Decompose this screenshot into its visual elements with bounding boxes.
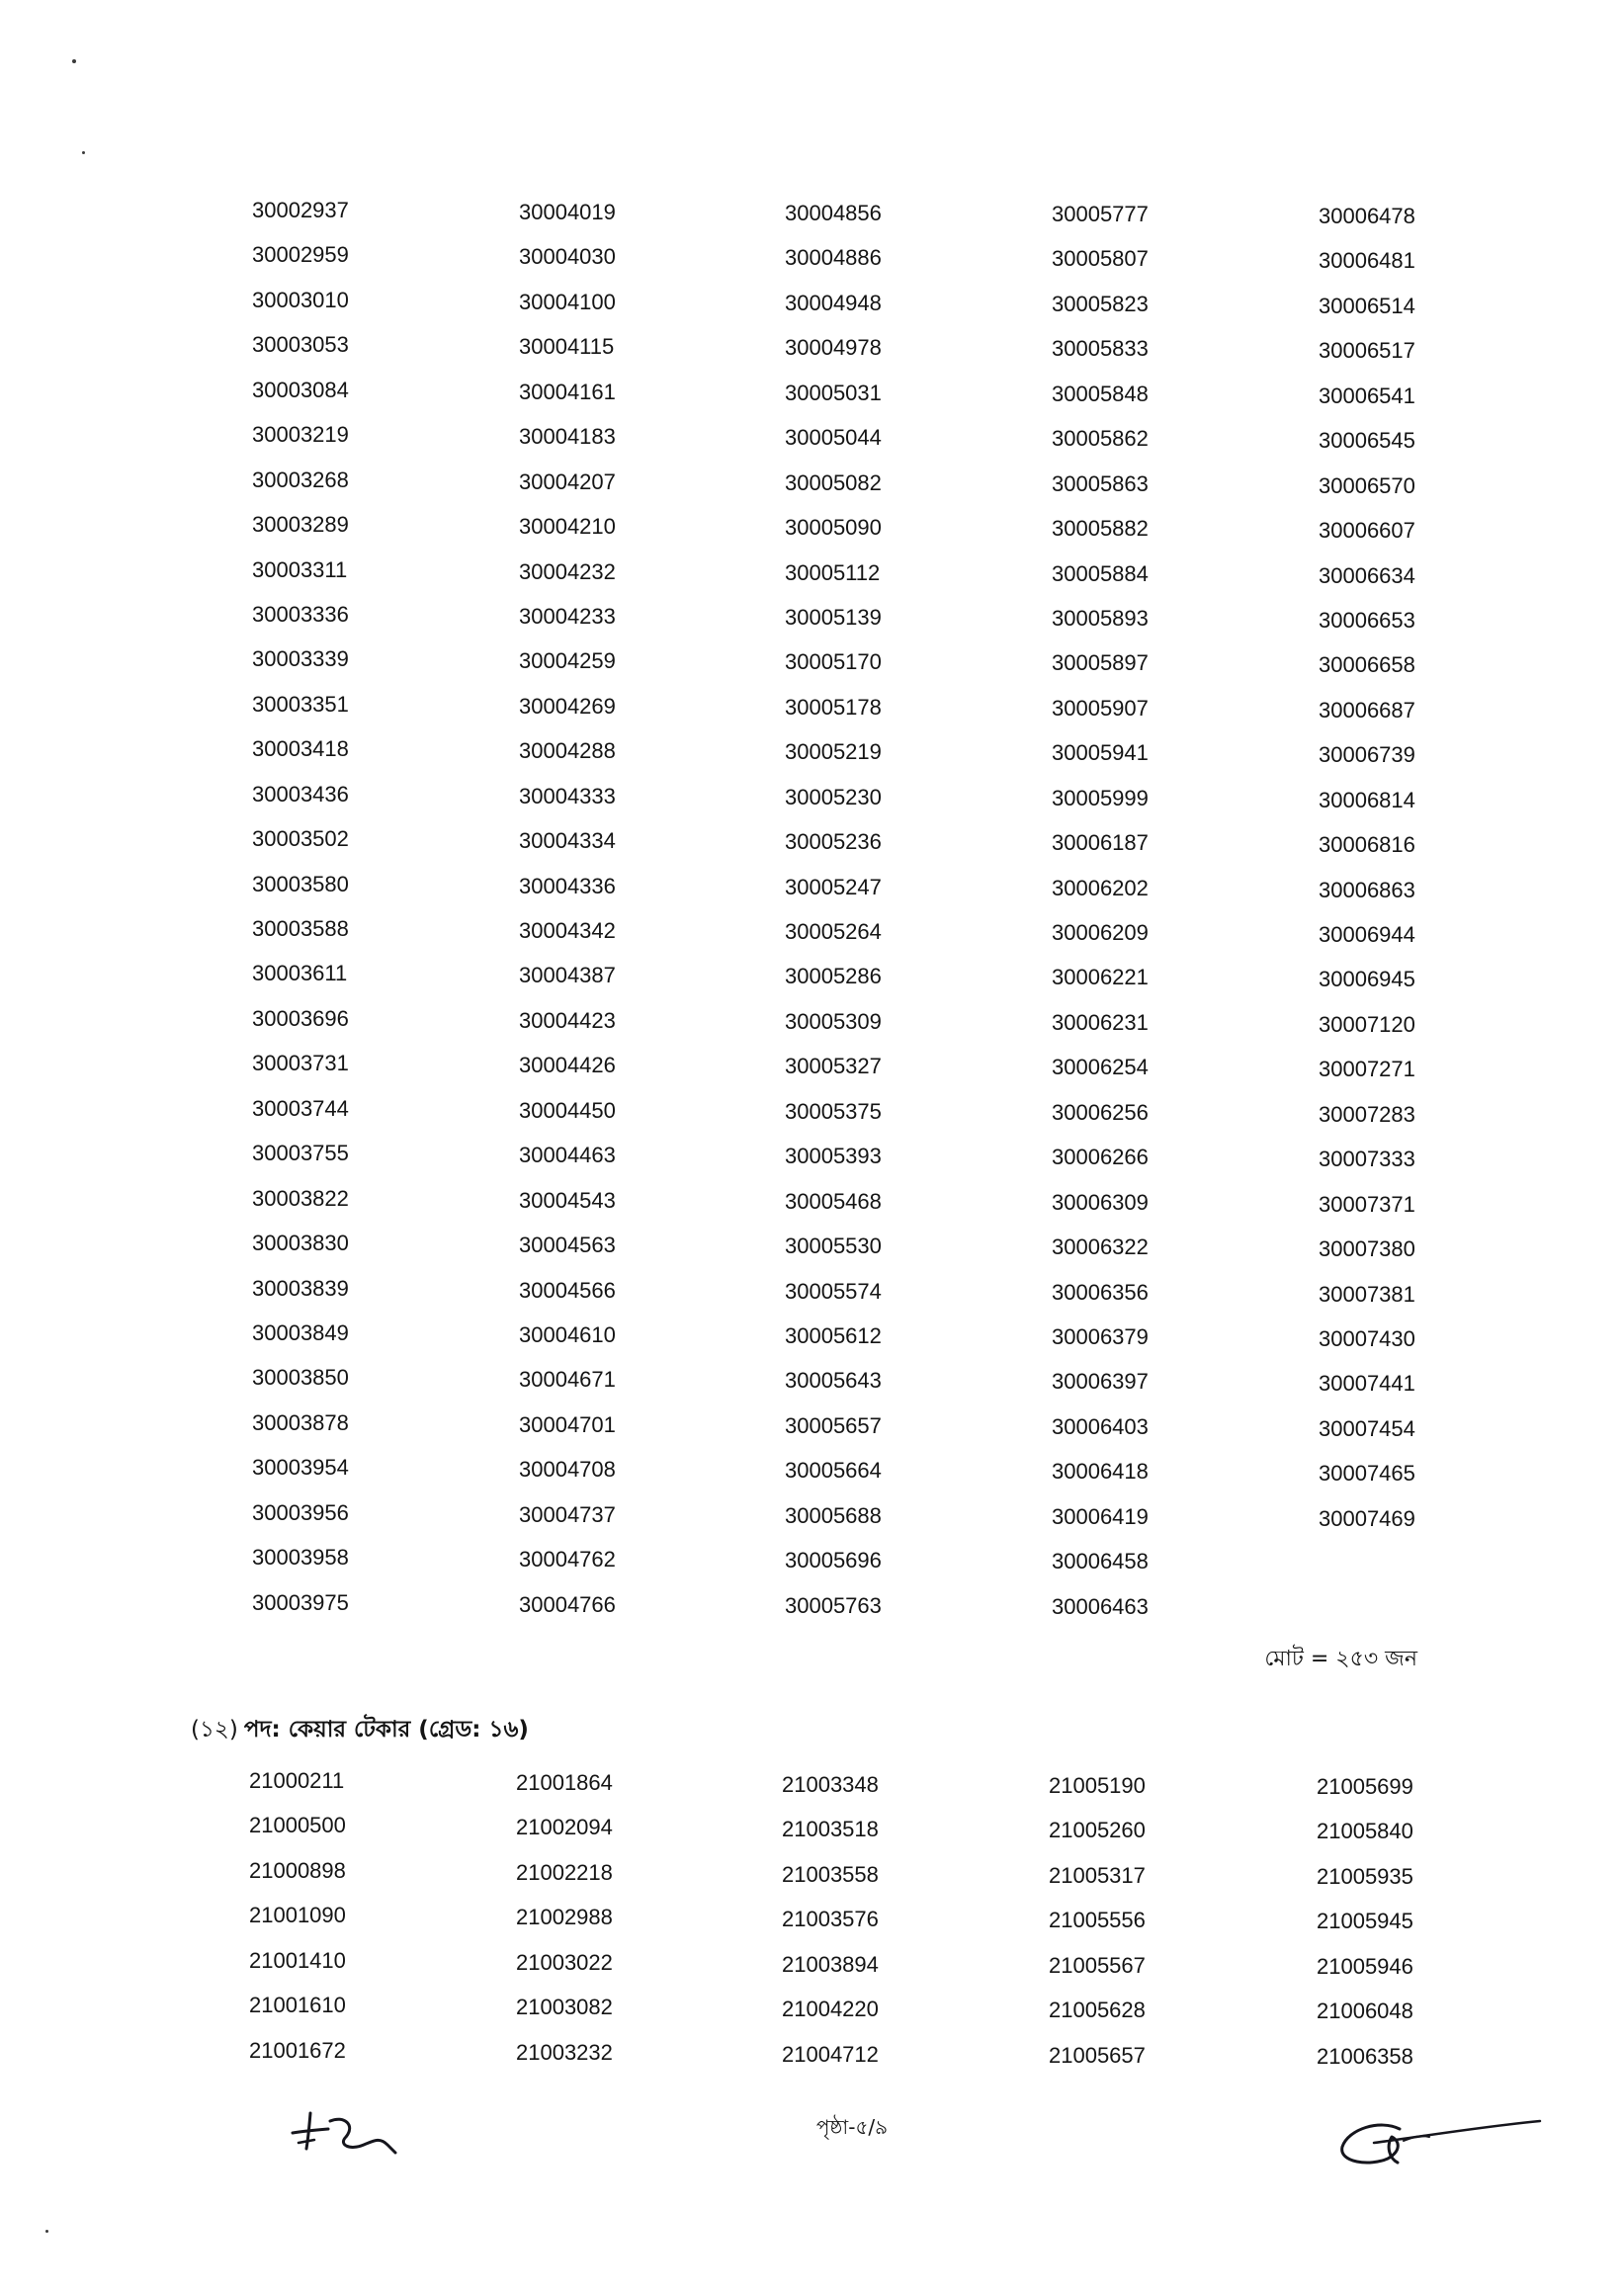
roll-number: 30005893 [1052,605,1149,631]
roll-number: 30003010 [252,287,349,312]
roll-number: 30005170 [785,649,882,675]
roll-number: 30005286 [785,964,882,989]
roll-number: 30004856 [785,201,882,225]
roll-number: 30003830 [252,1231,349,1256]
roll-number: 21003894 [782,1951,879,1977]
roll-number: 21003518 [782,1817,879,1842]
roll-number: 21005946 [1317,1953,1413,1979]
roll-number: 30005393 [785,1144,882,1169]
roll-number: 30005139 [785,604,882,630]
roll-number: 30007454 [1319,1415,1415,1441]
roll-number: 30004737 [519,1501,616,1527]
roll-number: 30004342 [519,918,616,943]
roll-number: 30003339 [252,646,349,672]
roll-number: 30006356 [1052,1279,1149,1305]
roll-number: 30003975 [252,1589,349,1615]
roll-number: 30007380 [1319,1236,1415,1262]
section-12-heading [191,1713,529,1746]
roll-number: 30004333 [519,783,616,808]
roll-number: 30006254 [1052,1055,1149,1080]
roll-number: 21005260 [1049,1818,1146,1843]
roll-number: 30006541 [1319,383,1415,408]
roll-number: 30006458 [1052,1549,1149,1574]
roll-number: 30007469 [1319,1505,1415,1531]
section-12-column-3 [782,1762,980,2077]
roll-number: 21005935 [1317,1863,1413,1889]
roll-number: 30006545 [1319,428,1415,454]
roll-number: 30005247 [785,874,882,899]
roll-number: 21003232 [516,2039,613,2065]
roll-number: 30003954 [252,1455,349,1481]
roll-number: 21002094 [516,1815,613,1840]
roll-number: 21000500 [249,1813,346,1838]
roll-number: 21003348 [782,1772,879,1797]
roll-number: 30007333 [1319,1147,1415,1172]
roll-number: 30006463 [1052,1593,1149,1619]
roll-number: 30007430 [1319,1325,1415,1351]
section-12-column-2 [516,1760,714,2075]
roll-number: 30005777 [1052,202,1149,226]
roll-number: 30005031 [785,380,882,405]
roll-number: 30004610 [519,1321,616,1347]
roll-number: 21000211 [249,1768,345,1793]
roll-number: 30005907 [1052,695,1149,721]
roll-number: 30003289 [252,512,349,538]
roll-number: 30006379 [1052,1323,1149,1349]
roll-number: 30005612 [785,1322,882,1348]
roll-number: 30006944 [1319,922,1415,947]
roll-number-list-section-12 [0,1758,1623,2084]
roll-number: 30004232 [519,558,616,584]
roll-number: 30003958 [252,1545,349,1571]
roll-number: 30006814 [1319,787,1415,812]
section-12-column-5 [1317,1764,1514,2079]
roll-number: 30006202 [1052,875,1149,900]
roll-number: 30007271 [1319,1057,1415,1082]
roll-number: 21005567 [1049,1952,1146,1978]
post-title: পদ: কেয়ার টেকার (গ্রেড: ১৬) [243,1717,529,1743]
roll-number: 21005840 [1317,1819,1413,1844]
roll-number: 21001864 [516,1770,613,1795]
roll-number: 30005884 [1052,560,1149,586]
roll-number: 30006209 [1052,920,1149,945]
roll-number: 30003744 [252,1095,349,1121]
roll-number: 21001672 [249,2037,346,2063]
section-12-column-1 [249,1758,447,2073]
roll-number: 21005945 [1317,1909,1413,1934]
roll-number: 30005082 [785,469,882,495]
roll-number: 21005699 [1317,1774,1413,1799]
roll-number-list-section-11 [0,188,1623,1641]
roll-number: 30005236 [785,829,882,855]
roll-number: 30006187 [1052,830,1149,856]
roll-number: 21005317 [1049,1862,1146,1888]
roll-number: 30005264 [785,919,882,944]
roll-number: 30003731 [252,1051,349,1076]
scan-speck [45,2230,48,2233]
roll-number: 21003576 [782,1907,879,1932]
roll-number: 30004210 [519,514,616,540]
section-11-column-2 [519,190,717,1627]
roll-number: 30005530 [785,1233,882,1259]
roll-number: 30003219 [252,422,349,448]
roll-number: 30007120 [1319,1011,1415,1037]
roll-number: 30005044 [785,425,882,451]
roll-number: 30003311 [252,556,348,582]
roll-number: 21005190 [1049,1773,1146,1798]
roll-number: 30005862 [1052,426,1149,452]
roll-number: 21001610 [249,1993,346,2018]
roll-number: 30006221 [1052,965,1149,990]
roll-number: 30003580 [252,871,349,896]
roll-number: 30004762 [519,1547,616,1573]
roll-number: 30007441 [1319,1371,1415,1397]
roll-number: 30007283 [1319,1101,1415,1127]
section-number: (১২) [191,1717,238,1743]
roll-number: 30005178 [785,694,882,720]
roll-number: 30007465 [1319,1461,1415,1487]
roll-number: 30005090 [785,515,882,541]
roll-number: 30003822 [252,1185,349,1211]
roll-number: 30004183 [519,424,616,450]
signature-right [1330,2107,1548,2176]
roll-number: 30006653 [1319,607,1415,633]
roll-number: 30005657 [785,1412,882,1438]
roll-number: 30004269 [519,693,616,719]
roll-number: 30006309 [1052,1189,1149,1215]
roll-number: 30006418 [1052,1459,1149,1485]
roll-number: 21001090 [249,1903,346,1928]
roll-number: 21003022 [516,1949,613,1975]
roll-number: 30005763 [785,1592,882,1618]
roll-number: 30005664 [785,1458,882,1484]
roll-number: 30004100 [519,289,616,314]
roll-number: 30004334 [519,828,616,854]
roll-number: 30004233 [519,603,616,629]
roll-number: 30004886 [785,245,882,271]
roll-number: 30004426 [519,1053,616,1078]
roll-number: 30004115 [519,334,615,360]
roll-number: 30003502 [252,826,349,852]
roll-number: 30002937 [252,198,349,222]
roll-number: 30004671 [519,1367,616,1393]
page-number: পৃষ্ঠা-৫/৯ [815,2115,889,2139]
roll-number: 30006863 [1319,877,1415,902]
roll-number: 30006514 [1319,293,1415,318]
roll-number: 30006945 [1319,967,1415,992]
roll-number: 21006048 [1317,1998,1413,2024]
roll-number: 30004288 [519,738,616,764]
roll-number: 21000898 [249,1857,346,1883]
roll-number: 30005219 [785,739,882,765]
roll-number: 30005688 [785,1502,882,1528]
roll-number: 30006739 [1319,742,1415,768]
roll-number: 30006397 [1052,1369,1149,1395]
roll-number: 30003436 [252,781,349,807]
roll-number: 30003084 [252,377,349,402]
roll-number: 30003418 [252,736,349,762]
roll-number: 30003351 [252,691,349,717]
roll-number: 30005897 [1052,650,1149,676]
roll-number: 30004566 [519,1277,616,1303]
roll-number: 30004423 [519,1007,616,1033]
roll-number: 30006419 [1052,1503,1149,1529]
roll-number: 21003082 [516,1995,613,2020]
roll-number: 30007381 [1319,1281,1415,1307]
roll-number: 30004207 [519,468,616,494]
roll-number: 30005848 [1052,381,1149,406]
roll-number: 30005941 [1052,740,1149,766]
roll-number: 30004463 [519,1143,616,1168]
roll-number: 21004220 [782,1997,879,2022]
roll-number: 21005628 [1049,1998,1146,2023]
roll-number: 30006403 [1052,1413,1149,1439]
roll-number: 30006687 [1319,697,1415,723]
roll-number: 21001410 [249,1947,346,1973]
roll-number: 30005375 [785,1098,882,1124]
roll-number: 30004030 [519,244,616,270]
roll-number: 30007371 [1319,1191,1415,1217]
roll-number: 30004019 [519,200,616,224]
roll-number: 30006322 [1052,1234,1149,1260]
roll-number: 30005468 [785,1188,882,1214]
roll-number: 30003053 [252,332,349,358]
roll-number: 30004259 [519,648,616,674]
roll-number: 30005309 [785,1008,882,1034]
roll-number: 30003849 [252,1319,349,1345]
roll-number: 21004712 [782,2041,879,2067]
roll-number: 30006517 [1319,338,1415,364]
roll-number: 30006256 [1052,1099,1149,1125]
section-11-column-1 [252,188,450,1625]
roll-number: 30004336 [519,873,616,898]
roll-number: 30005807 [1052,246,1149,272]
roll-number: 30003839 [252,1275,349,1301]
roll-number: 30005230 [785,784,882,809]
roll-number: 21005657 [1049,2042,1146,2068]
roll-number: 30005833 [1052,336,1149,362]
roll-number: 30003696 [252,1005,349,1031]
roll-number: 21006358 [1317,2043,1413,2069]
roll-number: 30005882 [1052,516,1149,542]
roll-number: 30005327 [785,1054,882,1079]
roll-number: 21002988 [516,1905,613,1930]
roll-number: 21003558 [782,1861,879,1887]
roll-number: 30002959 [252,242,349,268]
roll-number: 30006478 [1319,204,1415,228]
roll-number: 30004978 [785,335,882,361]
roll-number: 30006231 [1052,1009,1149,1035]
roll-number: 30004766 [519,1591,616,1617]
section-11-column-5 [1319,194,1516,1541]
section-11-column-3 [785,191,982,1628]
roll-number: 30003336 [252,601,349,627]
roll-number: 30003878 [252,1409,349,1435]
roll-number: 30004161 [519,379,616,404]
roll-number: 30003850 [252,1365,349,1391]
roll-number: 30003755 [252,1141,349,1166]
roll-number: 30005863 [1052,470,1149,496]
roll-number: 30006658 [1319,652,1415,678]
roll-number: 30006634 [1319,562,1415,588]
roll-number: 30005574 [785,1278,882,1304]
roll-number: 30004563 [519,1233,616,1258]
roll-number: 30003588 [252,916,349,941]
section-11-column-4 [1052,192,1249,1629]
section-11-total: মোট = ২৫৩ জন [1264,1647,1417,1671]
roll-number: 30005823 [1052,291,1149,316]
roll-number: 30003611 [252,961,348,986]
roll-number: 21002218 [516,1859,613,1885]
roll-number: 30005999 [1052,785,1149,810]
roll-number: 30004387 [519,963,616,988]
scan-speck [82,151,85,154]
roll-number: 30003956 [252,1499,349,1525]
roll-number: 30004543 [519,1187,616,1213]
roll-number: 30006570 [1319,472,1415,498]
roll-number: 30005643 [785,1368,882,1394]
signature-left [285,2097,403,2167]
roll-number: 21005556 [1049,1908,1146,1933]
roll-number: 30003268 [252,467,349,492]
roll-number: 30005696 [785,1548,882,1573]
roll-number: 30006816 [1319,832,1415,858]
section-12-column-4 [1049,1763,1246,2078]
roll-number: 30006481 [1319,248,1415,274]
roll-number: 30004701 [519,1411,616,1437]
roll-number: 30004708 [519,1457,616,1483]
scan-speck [72,59,76,63]
roll-number: 30006266 [1052,1145,1149,1170]
roll-number: 30006607 [1319,518,1415,544]
roll-number: 30004948 [785,290,882,315]
roll-number: 30005112 [785,559,881,585]
roll-number: 30004450 [519,1097,616,1123]
